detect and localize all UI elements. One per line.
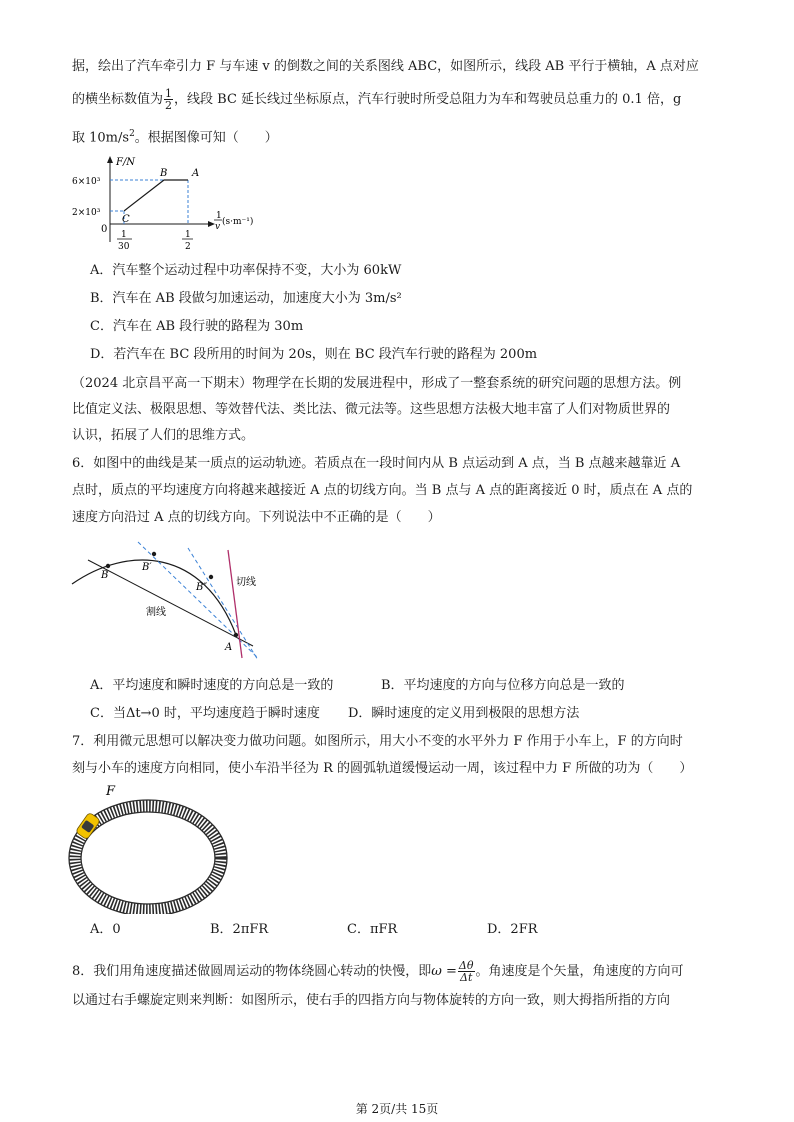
q5-stem-line-3 (72, 125, 278, 147)
q5-x-tick-2-num: 1 (185, 230, 191, 240)
q6-point-b1 (152, 552, 156, 556)
q5-stem-line-2b: ，线段 BC 延长线过坐标原点，汽车行驶时所受总阻力为车和驾驶员总重力的 0.1 倍，g (174, 92, 682, 107)
q5-x-label-unit: (s·m⁻¹) (222, 217, 254, 227)
q5-x-tick-2-den: 2 (185, 242, 191, 252)
q5-option-b[interactable]: B．汽车在 AB 段做匀加速运动，加速度大小为 3m/s² (90, 291, 402, 306)
q6-option-c[interactable]: C．当Δt→0 时，平均速度趋于瞬时速度 (90, 706, 320, 721)
q5-option-d[interactable]: D．若汽车在 BC 段所用的时间为 20s，则在 BC 段汽车行驶的路程为 200m (90, 347, 538, 362)
q6-point-a (234, 633, 238, 637)
intro-line-2: 比值定义法、极限思想、等效替代法、类比法、微元法等。这些思想方法极大地丰富了人们对物质世界的 (72, 402, 671, 417)
q5-option-a[interactable]: A．汽车整个运动过程中功率保持不变，大小为 60kW (90, 263, 402, 278)
q6-option-b[interactable]: B．平均速度的方向与位移方向总是一致的 (381, 678, 625, 693)
q8-frac-num: Δθ (458, 959, 474, 972)
q5-stem-line-3b: 。根据图像可知（ ） (134, 130, 278, 146)
q6-option-a[interactable]: A．平均速度和瞬时速度的方向总是一致的 (90, 678, 334, 693)
q5-stem-sup: 2 (129, 129, 135, 139)
q6-label-tangent: 切线 (236, 577, 256, 588)
q5-x-axis-arrow (208, 221, 215, 227)
q6-label-chord: 割线 (146, 607, 166, 618)
intro-line-3: 认识，拓展了人们的思维方式。 (72, 428, 255, 443)
q8-stem-line-1b: 。角速度是个矢量，角速度的方向可 (475, 964, 684, 979)
q7-option-c[interactable]: C．πFR (347, 922, 398, 937)
q5-fraction (164, 88, 173, 111)
q6-stem-line-3: 速度方向沿过 A 点的切线方向。下列说法中不正确的是（ ） (72, 510, 441, 525)
q5-stem-line-2 (72, 88, 681, 111)
q5-curve-abc (124, 180, 188, 211)
q7-option-b[interactable]: B．2πFR (210, 922, 269, 937)
q6-label-b1: B′ (142, 562, 152, 573)
q6-label-a: A (225, 642, 233, 653)
q5-point-a: A (192, 168, 200, 179)
q6-point-b (106, 564, 110, 568)
q5-stem-line-3a: 取 10m/s (72, 130, 130, 146)
q7-track-figure (68, 782, 228, 914)
q6-trajectory-figure (68, 540, 268, 670)
q6-stem-line-1: 6．如图中的曲线是某一质点的运动轨迹。若质点在一段时间内从 B 点运动到 A 点，当 B 点越来越靠近 A (72, 456, 681, 471)
q6-label-b: B (101, 570, 109, 581)
q5-y-axis-arrow (107, 156, 113, 163)
page-footer: 第 2页/共 15页 (355, 1102, 439, 1116)
q5-y-tick-lo: 2×10³ (72, 208, 101, 218)
q7-stem-line-1: 7．利用微元思想可以解决变力做功问题。如图所示，用大小不变的水平外力 F 作用于小车上，F 的方向时 (72, 734, 683, 749)
q5-option-c[interactable]: C．汽车在 AB 段行驶的路程为 30m (90, 319, 304, 334)
q8-frac-den: Δt (460, 971, 473, 984)
q8-fraction (458, 960, 475, 983)
q7-option-a[interactable]: A．0 (90, 922, 121, 937)
q5-stem-line-1: 据，绘出了汽车牵引力 F 与车速 v 的倒数之间的关系图线 ABC，如图所示，线段 AB 平行于横轴，A 点对应 (72, 59, 699, 74)
q5-x-tick-1-num: 1 (121, 230, 127, 240)
q8-stem-line-1 (72, 960, 684, 983)
q5-point-c: C (122, 214, 130, 225)
q5-point-b: B (160, 168, 168, 179)
q5-frac-den: 2 (165, 99, 173, 112)
q7-track-inner-rail (81, 812, 215, 904)
q6-point-b2 (209, 575, 213, 579)
q8-omega: ω = (431, 964, 457, 979)
q7-stem-line-2: 刻与小车的速度方向相同，使小车沿半径为 R 的圆弧轨道缓慢运动一周，该过程中力 F 所做的功为（ ） (72, 761, 693, 776)
intro-line-1: （2024 北京昌平高一下期末）物理学在长期的发展进程中，形成了一整套系统的研究问题的思想方法。例 (72, 376, 682, 391)
q5-frac-num: 1 (165, 87, 173, 100)
q8-stem-line-1a: 8．我们用角速度描述做圆周运动的物体绕圆心转动的快慢，即 (72, 964, 432, 979)
q6-label-b2: B″ (196, 582, 208, 593)
q6-chord-bdouble (188, 548, 258, 660)
q5-x-label-v: v (215, 222, 221, 232)
q6-option-d[interactable]: D．瞬时速度的定义用到极限的思想方法 (348, 706, 580, 721)
q7-option-d[interactable]: D．2FR (487, 922, 538, 937)
q5-y-label: F/N (116, 157, 136, 168)
q5-y-tick-hi: 6×10³ (72, 177, 101, 187)
q5-x-label-num: 1 (216, 211, 222, 221)
q6-stem-line-2: 点时，质点的平均速度方向将越来越接近 A 点的切线方向。当 B 点与 A 点的距离接近 0 时，质点在 A 点的 (72, 483, 693, 498)
q8-stem-line-2: 以通过右手螺旋定则来判断：如图所示，使右手的四指方向与物体旋转的方向一致，则大拇指所指的方向 (72, 993, 671, 1008)
q5-x-tick-1-den: 30 (118, 242, 130, 252)
q5-stem-line-2a: 的横坐标数值为 (72, 92, 164, 107)
q7-label-f: F (106, 784, 116, 799)
q5-force-graph (72, 152, 272, 252)
q5-origin: 0 (101, 224, 108, 235)
